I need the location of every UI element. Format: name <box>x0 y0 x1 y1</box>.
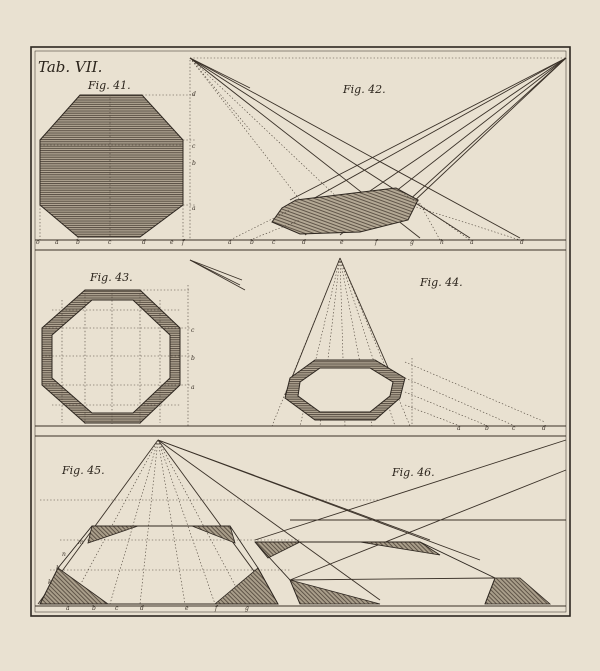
fig46-caption: Fig. 46. <box>392 466 435 479</box>
fig43-label-b: b <box>191 355 195 362</box>
fig45-label-h: h <box>56 565 60 572</box>
fig44-caption: Fig. 44. <box>420 276 463 289</box>
plate-title: Tab. VII. <box>38 58 103 76</box>
fig42-base-c: c <box>272 239 276 246</box>
fig44-base-a: a <box>457 425 461 432</box>
fig45-base-c: c <box>115 605 119 612</box>
fig42-base-a: a <box>228 239 232 246</box>
fig45-base-e: e <box>185 605 189 612</box>
fig43-caption: Fig. 43. <box>90 271 133 284</box>
fig42-base-b: b <box>250 239 254 246</box>
fig42-base-f: f <box>375 239 378 246</box>
fig45-base-f: f <box>215 605 218 612</box>
fig42-base-d: d <box>302 239 306 246</box>
fig43-octagon-frame <box>42 260 245 426</box>
fig41-base-o: o <box>36 239 40 246</box>
fig42-base-g: g <box>410 239 414 246</box>
fig45-base-a: a <box>66 605 70 612</box>
fig42-base-e: e <box>340 239 344 246</box>
fig45-base-g: g <box>245 605 249 612</box>
fig42-base-h: h <box>440 239 444 246</box>
fig43-label-a: a <box>191 384 195 391</box>
fig41-base-b: b <box>76 239 80 246</box>
fig41-label-a: a <box>192 205 196 212</box>
fig41-label-d: d <box>192 91 196 98</box>
fig41-base-c: c <box>108 239 112 246</box>
fig44-base-d: d <box>542 425 546 432</box>
fig45-label-m: m <box>78 539 84 546</box>
fig41-base-d: d <box>142 239 146 246</box>
fig44-perspective-frame <box>272 258 545 426</box>
fig45-caption: Fig. 45. <box>62 464 105 477</box>
fig43-label-c: c <box>191 327 195 334</box>
fig41-label-b: b <box>192 160 196 167</box>
fig41-base-a: a <box>55 239 59 246</box>
fig41-caption: Fig. 41. <box>88 79 131 92</box>
fig42-caption: Fig. 42. <box>343 83 386 96</box>
fig46-perspective <box>255 440 566 604</box>
fig41-base-e: e <box>170 239 174 246</box>
fig41-base-f: f <box>182 239 185 246</box>
fig44-base-b: b <box>485 425 489 432</box>
fig41-label-c: c <box>192 143 196 150</box>
fig45-label-n: n <box>62 551 66 558</box>
fig42-base-a2: a <box>470 239 474 246</box>
fig44-base-c: c <box>512 425 516 432</box>
fig45-base-b: b <box>92 605 96 612</box>
fig45-label-k: k <box>48 579 52 586</box>
fig45-base-d: d <box>140 605 144 612</box>
fig42-base-d2: d <box>520 239 524 246</box>
